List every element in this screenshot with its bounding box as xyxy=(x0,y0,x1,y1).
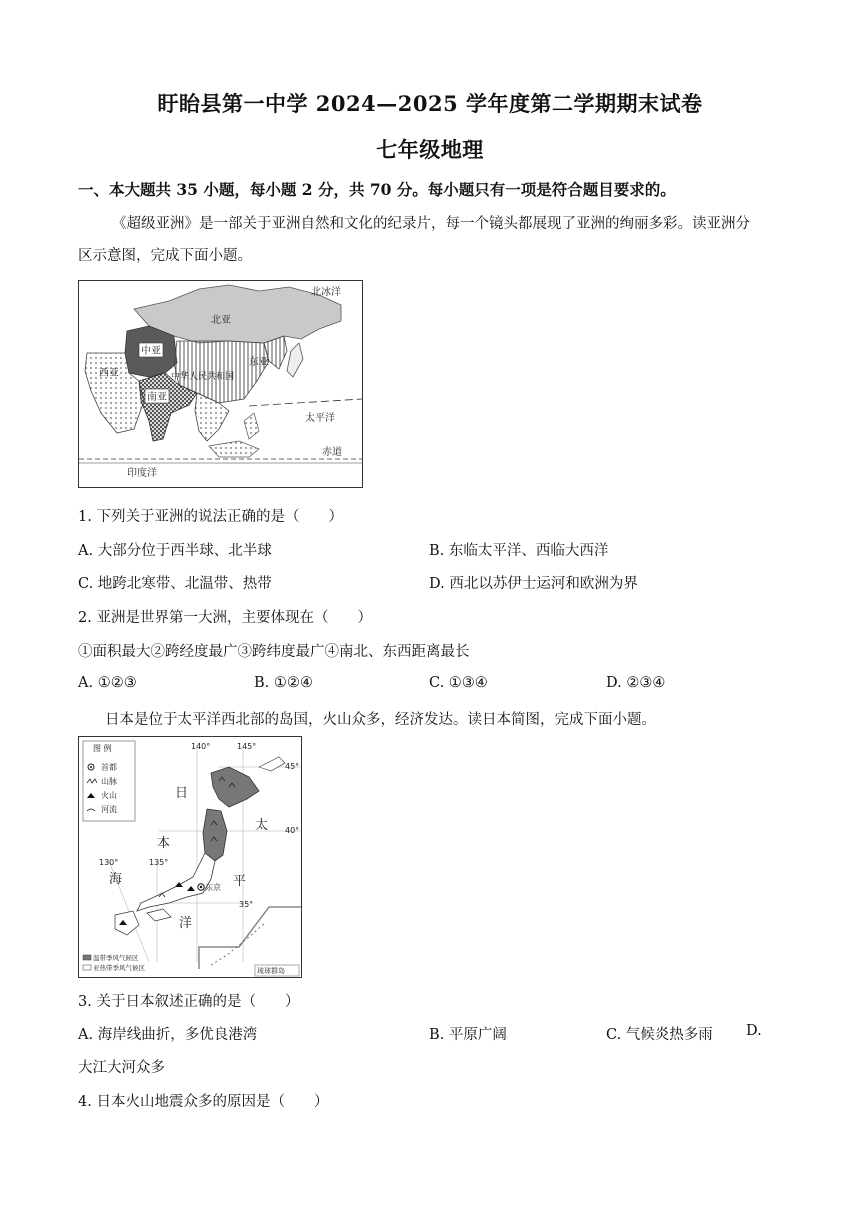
question-1-stem: 1. 下列关于亚洲的说法正确的是（ ） xyxy=(78,509,343,525)
question-2-option-b[interactable]: B. ①②④ xyxy=(254,675,313,691)
question-3-option-c[interactable]: C. 气候炎热多雨 xyxy=(606,1027,713,1043)
question-1-option-c[interactable]: C. 地跨北寒带、北温带、热带 xyxy=(78,576,272,592)
section-heading: 一、本大题共 35 小题，每小题 2 分，共 70 分。每小题只有一项是符合题目要求的。 xyxy=(78,180,676,199)
indian-ocean-label: 印度洋 xyxy=(127,468,157,479)
climate-legend-temperate: 温带季风气候区 xyxy=(93,954,139,962)
ryukyu-label: 琉球群岛 xyxy=(257,967,285,975)
question-3-stem: 3. 关于日本叙述正确的是（ ） xyxy=(78,994,300,1010)
arctic-ocean-label: 北冰洋 xyxy=(311,287,341,298)
legend-title: 图 例 xyxy=(93,744,112,753)
west-asia-label: 西亚 xyxy=(99,368,119,379)
question-1-option-d[interactable]: D. 西北以苏伊士运河和欧洲为界 xyxy=(429,576,638,592)
question-4-stem: 4. 日本火山地震众多的原因是（ ） xyxy=(78,1094,329,1110)
ocean-char: 太 xyxy=(255,818,269,833)
lon-140: 140° xyxy=(191,742,211,751)
lat-40: 40° xyxy=(285,826,300,835)
sea-char: 海 xyxy=(109,872,123,887)
sea-char: 日 xyxy=(175,786,189,801)
question-2-option-a[interactable]: A. ①②③ xyxy=(78,675,137,691)
lon-130: 130° xyxy=(99,858,119,867)
ocean-char: 平 xyxy=(233,874,247,889)
legend-river: 河流 xyxy=(101,805,117,814)
lat-35: 35° xyxy=(239,900,254,909)
question-2-stem: 2. 亚洲是世界第一大洲，主要体现在（ ） xyxy=(78,610,372,626)
legend-mountain: 山脉 xyxy=(101,777,117,786)
question-3-option-b[interactable]: B. 平原广阔 xyxy=(429,1027,507,1043)
question-3-option-d-label[interactable]: D. xyxy=(746,1023,762,1039)
asia-regions-map xyxy=(78,280,363,488)
lon-145: 145° xyxy=(237,742,257,751)
question-3-option-a[interactable]: A. 海岸线曲折，多优良港湾 xyxy=(78,1027,258,1043)
china-label: 中华人民共和国 xyxy=(171,372,235,382)
question-1-option-a[interactable]: A. 大部分位于西半球、北半球 xyxy=(78,543,272,559)
question-3-option-d-text[interactable]: 大江大河众多 xyxy=(78,1060,165,1076)
question-2-option-c[interactable]: C. ①③④ xyxy=(429,675,488,691)
exam-subject: 七年级地理 xyxy=(376,137,484,162)
question-2-option-d[interactable]: D. ②③④ xyxy=(606,675,666,691)
equator-label: 赤道 xyxy=(322,447,342,458)
sea-char: 本 xyxy=(157,836,171,851)
intro-paragraph-line: 日本是位于太平洋西北部的岛国，火山众多，经济发达。读日本简图，完成下面小题。 xyxy=(105,712,656,728)
japan-map xyxy=(78,736,302,978)
intro-paragraph-line: 区示意图，完成下面小题。 xyxy=(78,248,252,264)
ocean-char: 洋 xyxy=(179,916,193,931)
climate-legend-subtropical: 亚热带季风气候区 xyxy=(93,964,145,972)
lat-45: 45° xyxy=(285,762,300,771)
north-asia-label: 北亚 xyxy=(211,315,231,326)
question-1-option-b[interactable]: B. 东临太平洋、西临大西洋 xyxy=(429,543,609,559)
lon-135: 135° xyxy=(149,858,169,867)
question-2-items: ①面积最大②跨经度最广③跨纬度最广④南北、东西距离最长 xyxy=(78,644,470,660)
intro-paragraph-line: 《超级亚洲》是一部关于亚洲自然和文化的纪录片，每一个镜头都展现了亚洲的绚丽多彩。读亚洲分 xyxy=(112,216,750,232)
exam-title: 盱眙县第一中学 2024—2025 学年度第二学期期末试卷 xyxy=(157,91,703,116)
south-asia-label: 南亚 xyxy=(147,392,167,403)
legend-volcano: 火山 xyxy=(101,791,117,800)
pacific-ocean-label: 太平洋 xyxy=(305,413,335,424)
central-asia-label: 中亚 xyxy=(141,346,161,357)
east-asia-label: 东亚 xyxy=(249,357,269,368)
legend-capital: 首都 xyxy=(101,763,117,772)
tokyo-label: 东京 xyxy=(205,883,221,892)
